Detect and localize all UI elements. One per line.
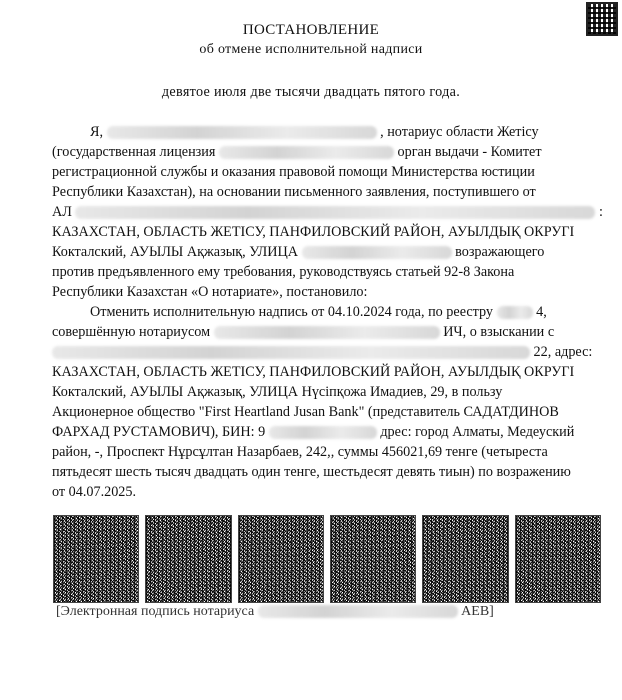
body-line-11: совершённую нотариусом ИЧ, о взыскании с <box>52 324 555 340</box>
redacted <box>497 306 533 319</box>
doc-subtitle: об отмене исполнительной надписи <box>199 42 423 57</box>
body-line-17: район, -, Проспект Нұрсұлтан Назарбаев, 242,, суммы 456021,69 тенге (четыреста <box>52 444 548 460</box>
body-line-16: ФАРХАД РУСТАМОВИЧ), БИН: 9 дрес: город Алматы, Медеуский <box>52 424 575 440</box>
body-line-13: КАЗАХСТАН, ОБЛАСТЬ ЖЕТІСУ, ПАНФИЛОВСКИЙ РАЙОН, АУЫЛДЫҚ ОКРУГІ <box>52 364 575 380</box>
redacted <box>107 126 377 139</box>
body-line-19: от 04.07.2025. <box>52 484 137 500</box>
signature-barcode <box>145 515 231 603</box>
digital-signature-barcodes <box>53 515 601 601</box>
signature-caption: [Электронная подпись нотариуса АЕВ] <box>56 604 494 619</box>
body-line-3: регистрационной службы и оказания правовой помощи Министерства юстиции <box>52 164 535 180</box>
redacted <box>302 246 452 259</box>
body-line-10: Отменить исполнительную надпись от 04.10.2024 года, по реестру 4, <box>90 304 547 320</box>
body-line-7: Кокталский, АУЫЛЫ Ақжазық, УЛИЦА возражающего <box>52 244 545 260</box>
signature-barcode <box>330 515 416 603</box>
body-line-6: КАЗАХСТАН, ОБЛАСТЬ ЖЕТІСУ, ПАНФИЛОВСКИЙ РАЙОН, АУЫЛДЫҚ ОКРУГІ <box>52 224 575 240</box>
body-line-5: АЛ : <box>52 204 603 220</box>
signature-barcode <box>53 515 139 603</box>
signature-barcode <box>515 515 601 603</box>
redacted <box>52 346 530 359</box>
redacted <box>258 605 458 618</box>
body-line-9: Республики Казахстан «О нотариате», постановило: <box>52 284 368 300</box>
doc-date-line: девятое июля две тысячи двадцать пятого года. <box>161 84 461 100</box>
signature-barcode <box>422 515 508 603</box>
redacted <box>214 326 440 339</box>
body-line-1: Я, , нотариус области Жетісу <box>90 124 539 140</box>
body-line-15: Акционерное общество "First Heartland Jusan Bank" (представитель САДАТДИНОВ <box>52 404 559 420</box>
body-line-4: Республики Казахстан), на основании письменного заявления, поступившего от <box>52 184 536 200</box>
body-line-2: (государственная лицензия орган выдачи - Комитет <box>52 144 542 160</box>
body-line-14: Кокталский, АУЫЛЫ Ақжазық, УЛИЦА Нүсіпқожа Имадиев, 29, в пользу <box>52 384 503 400</box>
redacted <box>75 206 595 219</box>
body-line-18: пятьдесят шесть тысяч двадцать один тенге, шестьдесят девять тиын) по возражению <box>52 464 571 480</box>
redacted <box>219 146 394 159</box>
body-line-12: 22, адрес: <box>52 342 604 362</box>
redacted <box>269 426 377 439</box>
doc-title: ПОСТАНОВЛЕНИЕ <box>242 22 380 38</box>
body-line-8: против предъявленного ему требования, руководствуясь статьей 92-8 Закона <box>52 264 515 280</box>
signature-barcode <box>238 515 324 603</box>
